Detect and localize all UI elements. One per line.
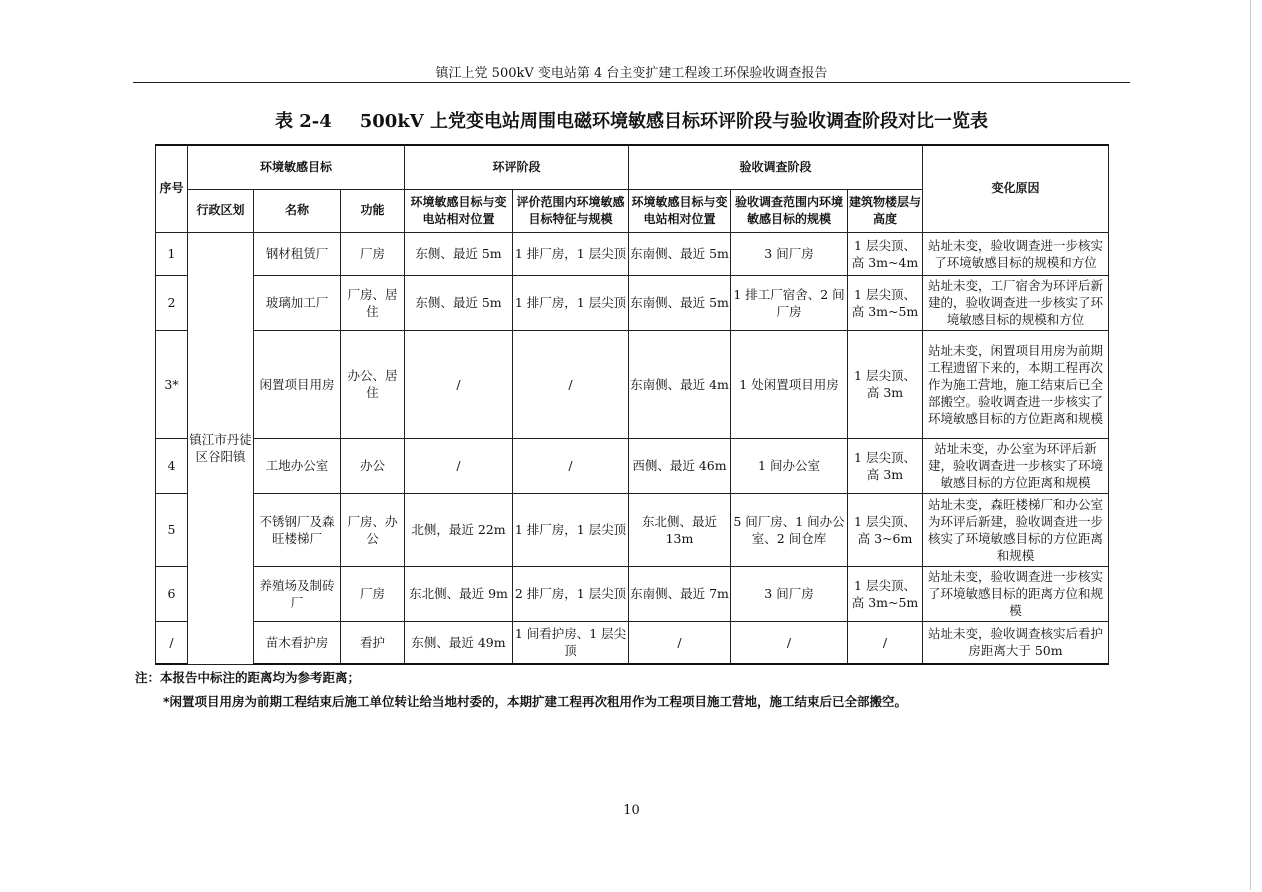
header-acc-position: 环境敏感目标与变电站相对位置 [629,189,731,232]
cell-district: 镇江市丹徒区谷阳镇 [188,232,254,664]
cell-building: / [848,621,923,664]
cell-acc-scale: 1 排工厂宿舍、2 间厂房 [731,275,848,330]
cell-seq: / [156,621,188,664]
cell-eia-scale: 1 排厂房，1 层尖顶 [513,275,629,330]
cell-name: 养殖场及制砖厂 [254,566,341,621]
cell-building: 1 层尖顶、高 3m~4m [848,232,923,275]
table-row [156,232,1109,275]
cell-function: 厂房 [341,566,405,621]
table-row [156,566,1109,621]
cell-acc-position: / [629,621,731,664]
header-group-acceptance: 验收调查阶段 [629,145,923,189]
header-change-reason: 变化原因 [923,145,1109,232]
page-number: 10 [623,803,640,818]
cell-name: 钢材租赁厂 [254,232,341,275]
cell-acc-scale: 1 间办公室 [731,438,848,493]
cell-building: 1 层尖顶、高 3m~5m [848,275,923,330]
cell-seq: 1 [156,232,188,275]
cell-reason: 站址未变，验收调查进一步核实了环境敏感目标的距离方位和规模 [923,566,1109,621]
header-group-target: 环境敏感目标 [188,145,405,189]
cell-reason: 站址未变，验收调查核实后看护房距离大于 50m [923,621,1109,664]
cell-acc-position: 东南侧、最近 7m [629,566,731,621]
header-eia-scale: 评价范围内环境敏感目标特征与规模 [513,189,629,232]
cell-eia-position: 北侧，最近 22m [405,493,513,566]
note-line-1: 注：本报告中标注的距离均为参考距离； [135,670,361,685]
cell-name: 工地办公室 [254,438,341,493]
cell-eia-scale: / [513,438,629,493]
header-eia-position: 环境敏感目标与变电站相对位置 [405,189,513,232]
header-group-eia: 环评阶段 [405,145,629,189]
cell-name: 玻璃加工厂 [254,275,341,330]
cell-reason: 站址未变，闲置项目用房为前期工程遗留下来的，本期工程再次作为施工营地，施工结束后已全部搬空。验收调查进一步核实了环境敏感目标的方位距离和规模 [923,330,1109,438]
cell-reason: 站址未变，验收调查进一步核实了环境敏感目标的规模和方位 [923,232,1109,275]
note-line-2: *闲置项目用房为前期工程结束后施工单位转让给当地村委的，本期扩建工程再次租用作为工程项目施工营地，施工结束后已全部搬空。 [163,694,908,709]
header-rule [133,82,1130,83]
cell-function: 厂房 [341,232,405,275]
cell-function: 办公、居住 [341,330,405,438]
header-building: 建筑物楼层与高度 [848,189,923,232]
cell-eia-scale: / [513,330,629,438]
cell-acc-scale: 3 间厂房 [731,232,848,275]
cell-function: 办公 [341,438,405,493]
cell-building: 1 层尖顶、高 3~6m [848,493,923,566]
cell-name: 闲置项目用房 [254,330,341,438]
cell-eia-scale: 1 间看护房、1 层尖顶 [513,621,629,664]
cell-seq: 6 [156,566,188,621]
cell-seq: 3* [156,330,188,438]
table-row [156,493,1109,566]
cell-name: 不锈钢厂及森旺楼梯厂 [254,493,341,566]
header-name: 名称 [254,189,341,232]
cell-eia-position: 东侧、最近 5m [405,232,513,275]
table-row [156,621,1109,664]
cell-seq: 2 [156,275,188,330]
table-row [156,275,1109,330]
cell-acc-position: 东南侧、最近 5m [629,232,731,275]
table-row [156,438,1109,493]
cell-acc-scale: 5 间厂房、1 间办公室、2 间仓库 [731,493,848,566]
header-district: 行政区划 [188,189,254,232]
cell-acc-position: 东北侧、最近 13m [629,493,731,566]
cell-reason: 站址未变，办公室为环评后新建，验收调查进一步核实了环境敏感目标的方位距离和规模 [923,438,1109,493]
table-row [156,330,1109,438]
cell-building: 1 层尖顶、高 3m [848,330,923,438]
cell-function: 厂房、办公 [341,493,405,566]
cell-name: 苗木看护房 [254,621,341,664]
header-seq: 序号 [156,145,188,232]
cell-eia-position: / [405,438,513,493]
cell-eia-scale: 2 排厂房，1 层尖顶 [513,566,629,621]
table-number: 表 2-4 [274,111,332,132]
cell-eia-scale: 1 排厂房，1 层尖顶 [513,493,629,566]
cell-building: 1 层尖顶、高 3m [848,438,923,493]
table-title [133,107,1130,133]
cell-function: 看护 [341,621,405,664]
cell-reason: 站址未变，森旺楼梯厂和办公室为环评后新建，验收调查进一步核实了环境敏感目标的方位距离和规模 [923,493,1109,566]
cell-acc-scale: 1 处闲置项目用房 [731,330,848,438]
cell-eia-position: 东侧、最近 49m [405,621,513,664]
table-title-text: 500kV 上党变电站周围电磁环境敏感目标环评阶段与验收调查阶段对比一览表 [359,111,989,132]
cell-reason: 站址未变，工厂宿舍为环评后新建的，验收调查进一步核实了环境敏感目标的规模和方位 [923,275,1109,330]
cell-acc-scale: / [731,621,848,664]
page-header: 镇江上党 500kV 变电站第 4 台主变扩建工程竣工环保验收调查报告 [435,66,828,81]
header-function: 功能 [341,189,405,232]
cell-acc-position: 东南侧、最近 5m [629,275,731,330]
cell-acc-position: 西侧、最近 46m [629,438,731,493]
cell-eia-position: / [405,330,513,438]
cell-acc-scale: 3 间厂房 [731,566,848,621]
header-acc-scale: 验收调查范围内环境敏感目标的规模 [731,189,848,232]
cell-eia-position: 东侧、最近 5m [405,275,513,330]
cell-eia-position: 东北侧、最近 9m [405,566,513,621]
cell-building: 1 层尖顶、高 3m~5m [848,566,923,621]
cell-acc-position: 东南侧、最近 4m [629,330,731,438]
cell-function: 厂房、居住 [341,275,405,330]
cell-eia-scale: 1 排厂房，1 层尖顶 [513,232,629,275]
cell-seq: 5 [156,493,188,566]
cell-seq: 4 [156,438,188,493]
comparison-table [155,144,1109,665]
